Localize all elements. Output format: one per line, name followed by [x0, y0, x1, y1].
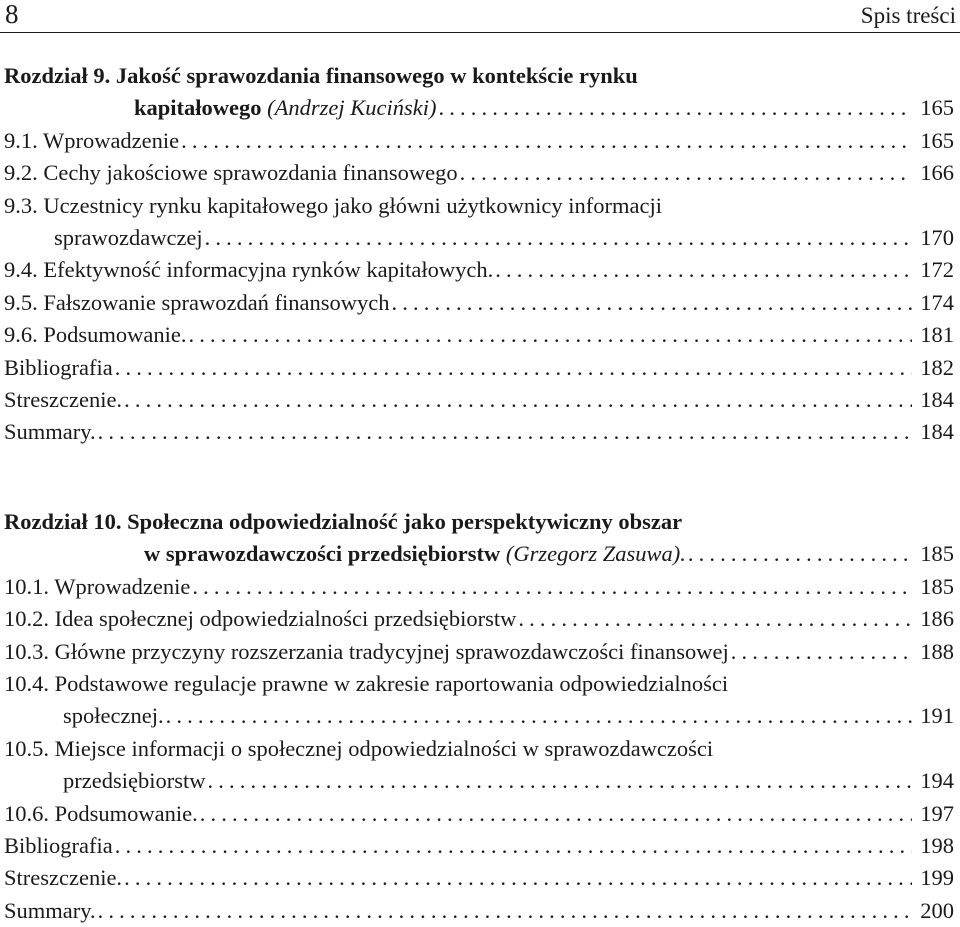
dot-leader [392, 287, 912, 319]
dot-leader [189, 319, 913, 351]
entry-title: Summary. [4, 419, 96, 445]
page-ref: 184 [920, 419, 954, 445]
page-ref: 184 [920, 386, 954, 412]
toc-entry [4, 157, 954, 189]
toc-entry [4, 190, 954, 222]
page-ref: 174 [920, 289, 954, 315]
dot-leader [438, 92, 912, 124]
chapter-title [4, 60, 954, 92]
page-ref: 172 [920, 257, 954, 283]
toc-entry [4, 668, 954, 700]
toc-entry [4, 319, 954, 351]
dot-leader [205, 222, 912, 254]
dot-leader [124, 862, 912, 894]
entry-title: 9.5. Fałszowanie sprawozdań finansowych [4, 289, 390, 315]
chapter-title-line: w sprawozdawczości przedsiębiorstw [144, 541, 501, 567]
page-ref: 198 [920, 832, 954, 858]
chapter-title-line: kapitałowego [134, 95, 262, 121]
chapter-title [4, 506, 954, 538]
running-head: Spis treści [860, 3, 956, 28]
dot-leader [731, 636, 912, 668]
toc-entry [4, 636, 954, 668]
toc-entry [4, 733, 954, 765]
entry-title: 10.4. Podstawowe regulacje prawne w zakresie raportowania odpowiedzialności [4, 670, 729, 696]
chapter-title-line: Rozdział 9. Jakość sprawozdania finansowego w kontekście rynku [4, 63, 638, 88]
toc-entry [4, 384, 954, 416]
dot-leader [124, 384, 912, 416]
entry-title: Streszczenie. [4, 865, 123, 891]
dot-leader [115, 352, 912, 384]
entry-title: 10.1. Wprowadzenie [4, 573, 191, 599]
chapter-10-section [4, 506, 954, 927]
page-ref: 194 [920, 768, 954, 794]
entry-title: przedsiębiorstw [63, 768, 206, 794]
chapter-author: (Grzegorz Zasuwa). [505, 541, 686, 567]
entry-title: 10.3. Główne przyczyny rozszerzania tradycyjnej sprawozdawczości finansowej [4, 638, 729, 664]
chapter-title-line: Rozdział 10. Społeczna odpowiedzialność jako perspektywiczny obszar [4, 509, 683, 534]
entry-title: 9.3. Uczestnicy rynku kapitałowego jako główni użytkownicy informacji [4, 192, 662, 218]
entry-title: Streszczenie. [4, 386, 123, 412]
page-ref: 199 [920, 865, 954, 891]
chapter-author: (Andrzej Kuciński) [267, 95, 437, 121]
toc-entry [4, 287, 954, 319]
entry-title: Summary. [4, 897, 96, 923]
toc-entry [4, 798, 954, 830]
dot-leader [688, 538, 912, 570]
page-ref: 166 [920, 160, 954, 186]
dot-leader [460, 157, 912, 189]
toc-entry [4, 125, 954, 157]
page-ref: 188 [920, 638, 954, 664]
toc-entry [4, 603, 954, 635]
page-ref: 185 [920, 573, 954, 599]
entry-title: 10.5. Miejsce informacji o społecznej odpowiedzialności w sprawozdawczości [4, 735, 714, 761]
dot-leader [98, 895, 912, 927]
toc-entry [4, 765, 954, 797]
toc-entry [4, 92, 954, 124]
toc-entry [4, 254, 954, 286]
entry-title: sprawozdawczej [54, 224, 203, 250]
toc-entry [4, 862, 954, 894]
page-ref: 170 [920, 224, 954, 250]
chapter-9-section [4, 60, 954, 449]
page-ref: 181 [920, 322, 954, 348]
toc-entry [4, 352, 954, 384]
toc-entry [4, 416, 954, 448]
dot-leader [192, 571, 912, 603]
entry-title: społecznej. [63, 703, 164, 729]
entry-title: Bibliografia [4, 832, 113, 858]
page-ref: 200 [920, 897, 954, 923]
entry-title: 9.1. Wprowadzenie [4, 127, 180, 153]
page-header [0, 0, 960, 33]
dot-leader [181, 125, 912, 157]
toc-entry [4, 571, 954, 603]
page-ref: 186 [920, 606, 954, 632]
entry-title: 10.6. Podsumowanie. [4, 800, 198, 826]
dot-leader [518, 603, 912, 635]
entry-title: 9.2. Cechy jakościowe sprawozdania finansowego [4, 160, 458, 186]
dot-leader [115, 830, 912, 862]
dot-leader [495, 254, 912, 286]
dot-leader [207, 765, 912, 797]
dot-leader [166, 700, 912, 732]
page-ref: 191 [920, 703, 954, 729]
dot-leader [200, 798, 912, 830]
toc-entry [4, 222, 954, 254]
page-number: 8 [5, 0, 19, 29]
page-ref: 197 [920, 800, 954, 826]
page-ref: 165 [920, 95, 954, 121]
page-ref: 182 [920, 354, 954, 380]
entry-title: Bibliografia [4, 354, 113, 380]
dot-leader [98, 416, 912, 448]
entry-title: 9.6. Podsumowanie. [4, 322, 187, 348]
toc-entry [4, 830, 954, 862]
toc-entry [4, 700, 954, 732]
toc-entry [4, 538, 954, 570]
entry-title: 10.2. Idea społecznej odpowiedzialności przedsiębiorstw [4, 606, 517, 632]
toc-entry [4, 895, 954, 927]
page-ref: 165 [920, 127, 954, 153]
entry-title: 9.4. Efektywność informacyjna rynków kapitałowych. [4, 257, 494, 283]
page-ref: 185 [920, 541, 954, 567]
